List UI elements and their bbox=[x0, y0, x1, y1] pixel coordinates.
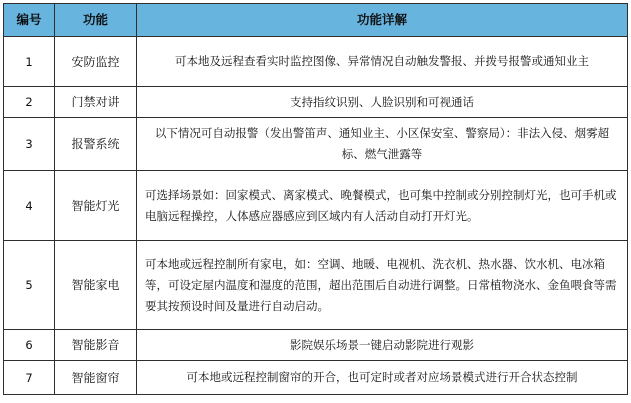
table-body bbox=[4, 37, 628, 395]
row-function: 智能窗帘 bbox=[55, 361, 137, 395]
row-function: 智能家电 bbox=[55, 241, 137, 330]
table-row bbox=[4, 361, 628, 395]
table-header bbox=[4, 4, 628, 37]
row-function: 智能灯光 bbox=[55, 171, 137, 241]
header-function: 功能 bbox=[55, 4, 137, 37]
table-row bbox=[4, 37, 628, 87]
row-function: 门禁对讲 bbox=[55, 87, 137, 118]
table-row bbox=[4, 330, 628, 361]
row-function: 报警系统 bbox=[55, 118, 137, 171]
row-number: 2 bbox=[4, 87, 55, 118]
table-row bbox=[4, 241, 628, 330]
row-number: 3 bbox=[4, 118, 55, 171]
row-number: 5 bbox=[4, 241, 55, 330]
row-detail: 支持指纹识别、人脸识别和可视通话 bbox=[137, 87, 628, 118]
row-number: 1 bbox=[4, 37, 55, 87]
row-detail: 可本地或远程控制窗帘的开合，也可定时或者对应场景模式进行开合状态控制 bbox=[137, 361, 628, 395]
header-detail: 功能详解 bbox=[137, 4, 628, 37]
row-detail: 可本地及远程查看实时监控图像、异常情况自动触发警报、并拨号报警或通知业主 bbox=[137, 37, 628, 87]
row-detail: 以下情况可自动报警（发出警笛声、通知业主、小区保安室、警察局）：非法入侵、烟雾超标、燃气泄露等 bbox=[137, 118, 628, 171]
table-row bbox=[4, 171, 628, 241]
row-number: 6 bbox=[4, 330, 55, 361]
row-detail: 影院娱乐场景一键启动影院进行观影 bbox=[137, 330, 628, 361]
row-number: 7 bbox=[4, 361, 55, 395]
smart-home-function-table bbox=[3, 3, 628, 395]
row-detail: 可选择场景如：回家模式、离家模式、晚餐模式，也可集中控制或分别控制灯光，也可手机或电脑远程操控，人体感应器感应到区域内有人活动自动打开灯光。 bbox=[137, 171, 628, 241]
table-row bbox=[4, 87, 628, 118]
row-function: 安防监控 bbox=[55, 37, 137, 87]
row-detail: 可本地或远程控制所有家电，如：空调、地暖、电视机、洗衣机、热水器、饮水机、电冰箱等，可设定屋内温度和湿度的范围，超出范围后自动进行调整。日常植物浇水、金鱼喂食等需要其按预设时间及量进行自动启动。 bbox=[137, 241, 628, 330]
row-number: 4 bbox=[4, 171, 55, 241]
table-row bbox=[4, 118, 628, 171]
header-row bbox=[4, 4, 628, 37]
row-function: 智能影音 bbox=[55, 330, 137, 361]
header-no: 编号 bbox=[4, 4, 55, 37]
